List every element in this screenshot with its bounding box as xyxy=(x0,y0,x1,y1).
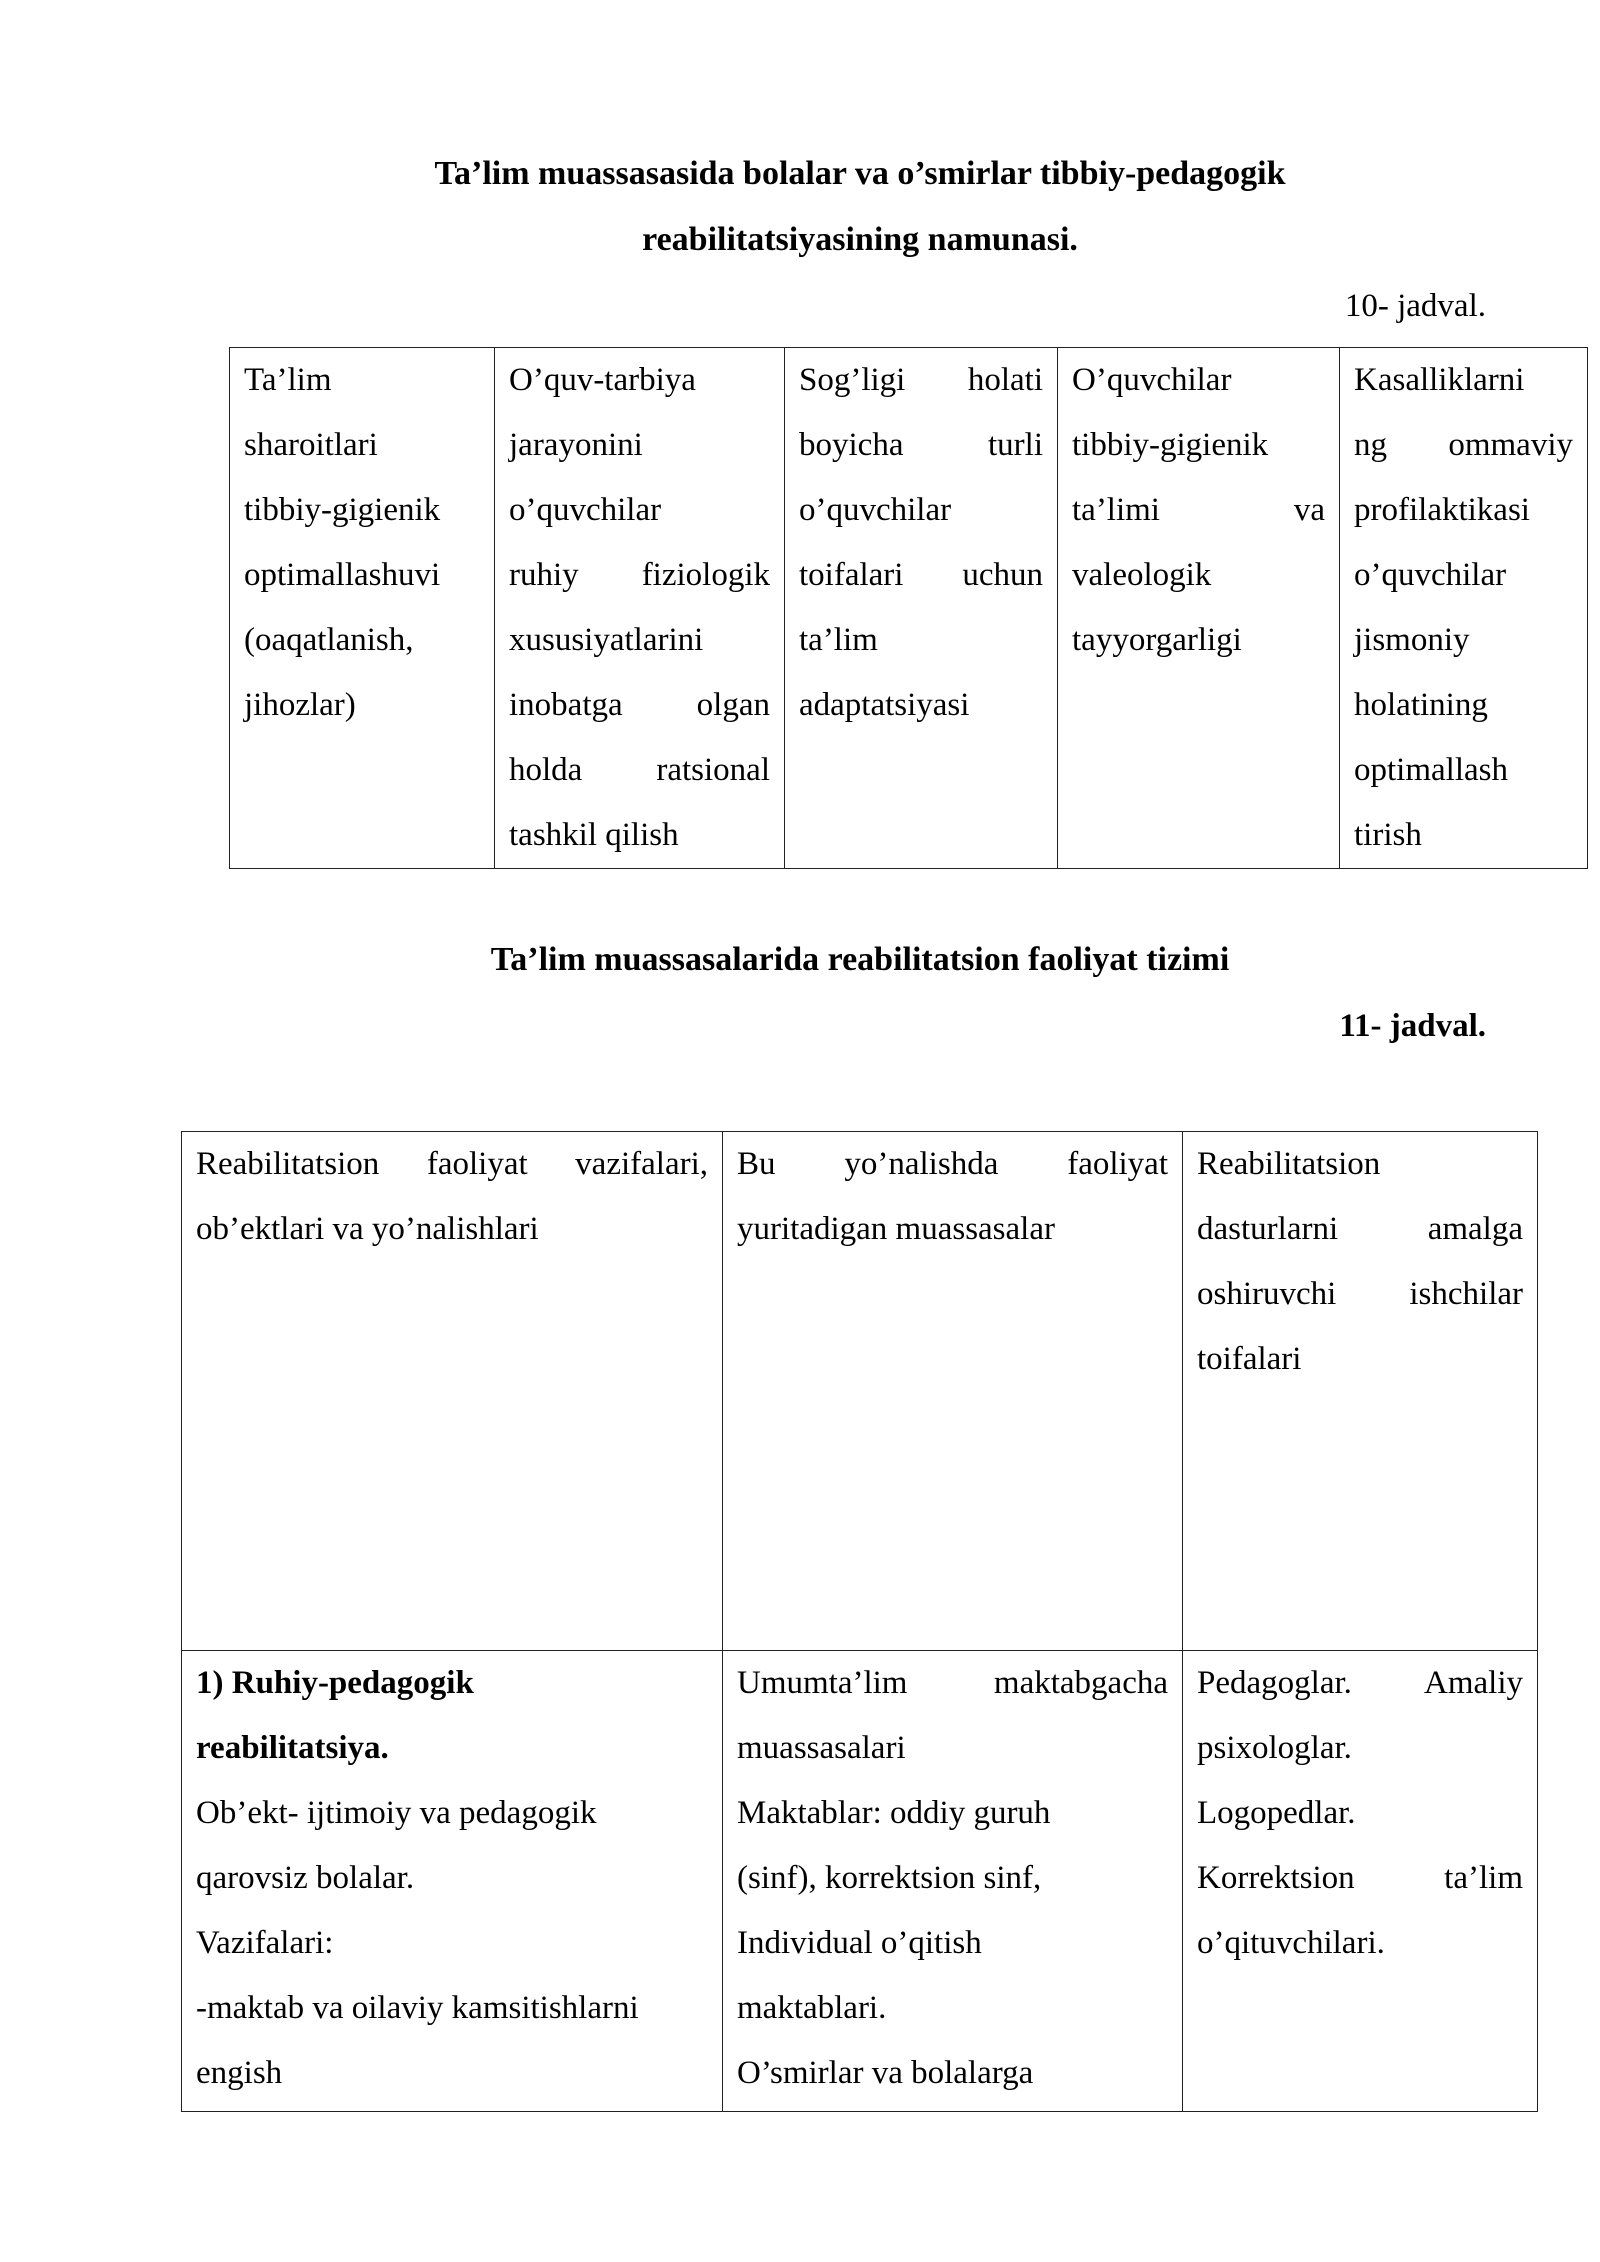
cell-line xyxy=(509,673,770,738)
cell-line xyxy=(1072,478,1325,543)
cell-line: (oaqatlanish, xyxy=(244,622,414,658)
cell-line: holatining xyxy=(1354,687,1488,723)
cell-line: -maktab va oilaviy kamsitishlarni xyxy=(196,1990,639,2026)
cell-line: qarovsiz bolalar. xyxy=(196,1860,415,1896)
table11-header-col3: Reabilitatsion dasturlarni amalga oshiruvchi ishchilar toifalari xyxy=(1183,1132,1538,1651)
table10-title-line2: reabilitatsiyasining namunasi. xyxy=(642,221,1078,258)
cell-line: tashkil qilish xyxy=(509,817,679,853)
table-row xyxy=(230,348,1588,869)
cell-line: Korrektsion ta’lim o’qituvchilari. xyxy=(1197,1860,1523,1961)
cell-line xyxy=(799,348,1043,413)
cell-word: inobatga xyxy=(509,687,623,723)
cell-line xyxy=(509,543,770,608)
cell-line: o’quvchilar xyxy=(799,492,952,528)
table-11 xyxy=(181,1131,1538,2112)
cell-line xyxy=(799,543,1043,608)
table11-header-col2: Bu yo’nalishda faoliyat yuritadigan muassasalar xyxy=(723,1132,1183,1651)
cell-line: optimallashuvi xyxy=(244,557,441,593)
cell-line: profilaktikasi xyxy=(1354,492,1530,528)
cell-line: adaptatsiyasi xyxy=(799,687,970,723)
table-10 xyxy=(229,347,1588,869)
table11-header-col1: Reabilitatsion faoliyat vazifalari, ob’ektlari va yo’nalishlari xyxy=(182,1132,723,1651)
cell-word: fiziologik xyxy=(641,557,770,593)
cell-line: tayyorgarligi xyxy=(1072,622,1242,658)
table10-label: 10- jadval. xyxy=(1344,288,1486,324)
cell-line: optimallash xyxy=(1354,752,1508,788)
row1-heading: 1) Ruhiy-pedagogik reabilitatsiya. xyxy=(196,1665,474,1766)
cell-line: Pedagoglar. Amaliy psixologlar. xyxy=(1197,1665,1523,1766)
cell-line: jarayonini xyxy=(509,427,643,463)
cell-word: turli xyxy=(988,427,1043,463)
cell-line: Maktablar: oddiy guruh xyxy=(737,1795,1051,1831)
cell-word: va xyxy=(1293,492,1325,528)
cell-line: o’quvchilar xyxy=(509,492,662,528)
table-row xyxy=(182,1132,1538,1651)
cell-line: O’quv-tarbiya xyxy=(509,362,696,398)
cell-line: sharoitlari xyxy=(244,427,378,463)
cell-line: O’smirlar va bolalarga xyxy=(737,2055,1034,2091)
cell-line: tibbiy-gigienik xyxy=(244,492,441,528)
table10-title-line1: Ta’lim muassasasida bolalar va o’smirlar tibbiy-pedagogik xyxy=(434,155,1286,192)
cell-line: (sinf), korrektsion sinf, xyxy=(737,1860,1042,1896)
cell-word: holda xyxy=(509,752,583,788)
cell-word: ruhiy xyxy=(509,557,579,593)
table10-cell-1 xyxy=(230,348,495,869)
cell-line xyxy=(509,738,770,803)
cell-line xyxy=(799,413,1043,478)
table11-row1-col1 xyxy=(182,1651,723,2112)
table10-cell-3 xyxy=(785,348,1058,869)
cell-line: O’quvchilar xyxy=(1072,362,1232,398)
cell-word: Sog’ligi xyxy=(799,362,906,398)
table11-label: 11- jadval. xyxy=(1339,1008,1486,1044)
cell-line: tirish xyxy=(1354,817,1422,853)
cell-word: toifalari xyxy=(799,557,904,593)
table11-title: Ta’lim muassasalarida reabilitatsion faoliyat tizimi xyxy=(490,941,1230,978)
cell-line: o’quvchilar xyxy=(1354,557,1507,593)
cell-line: Ob’ekt- ijtimoiy va pedagogik xyxy=(196,1795,597,1831)
cell-line: jihozlar) xyxy=(244,687,356,723)
cell-line: Ta’lim xyxy=(244,362,332,398)
table10-cell-5 xyxy=(1340,348,1588,869)
cell-line: xususiyatlarini xyxy=(509,622,704,658)
cell-line: valeologik xyxy=(1072,557,1212,593)
cell-line: Umumta’lim maktabgacha muassasalari xyxy=(737,1665,1168,1766)
cell-line: jismoniy xyxy=(1354,622,1470,658)
cell-line: tibbiy-gigienik xyxy=(1072,427,1269,463)
table11-row1-col3 xyxy=(1183,1651,1538,2112)
cell-word: ratsional xyxy=(656,752,770,788)
cell-line: engish xyxy=(196,2055,283,2091)
cell-word: ommaviy xyxy=(1448,427,1573,463)
cell-word: uchun xyxy=(962,557,1043,593)
cell-word: boyicha xyxy=(799,427,904,463)
table10-cell-2 xyxy=(495,348,785,869)
cell-line: Individual o’qitish xyxy=(737,1925,982,1961)
cell-word: ng xyxy=(1354,427,1387,463)
cell-line: Kasalliklarni xyxy=(1354,362,1525,398)
table11-row1-col2 xyxy=(723,1651,1183,2112)
cell-word: olgan xyxy=(696,687,770,723)
cell-word: holati xyxy=(967,362,1043,398)
cell-line: ta’lim xyxy=(799,622,878,658)
table10-cell-4 xyxy=(1058,348,1340,869)
cell-line: maktablari. xyxy=(737,1990,887,2026)
table-row xyxy=(182,1651,1538,2112)
cell-line: Vazifalari: xyxy=(196,1925,334,1961)
cell-line xyxy=(1354,413,1573,478)
cell-line: Logopedlar. xyxy=(1197,1795,1356,1831)
cell-word: ta’limi xyxy=(1072,492,1160,528)
